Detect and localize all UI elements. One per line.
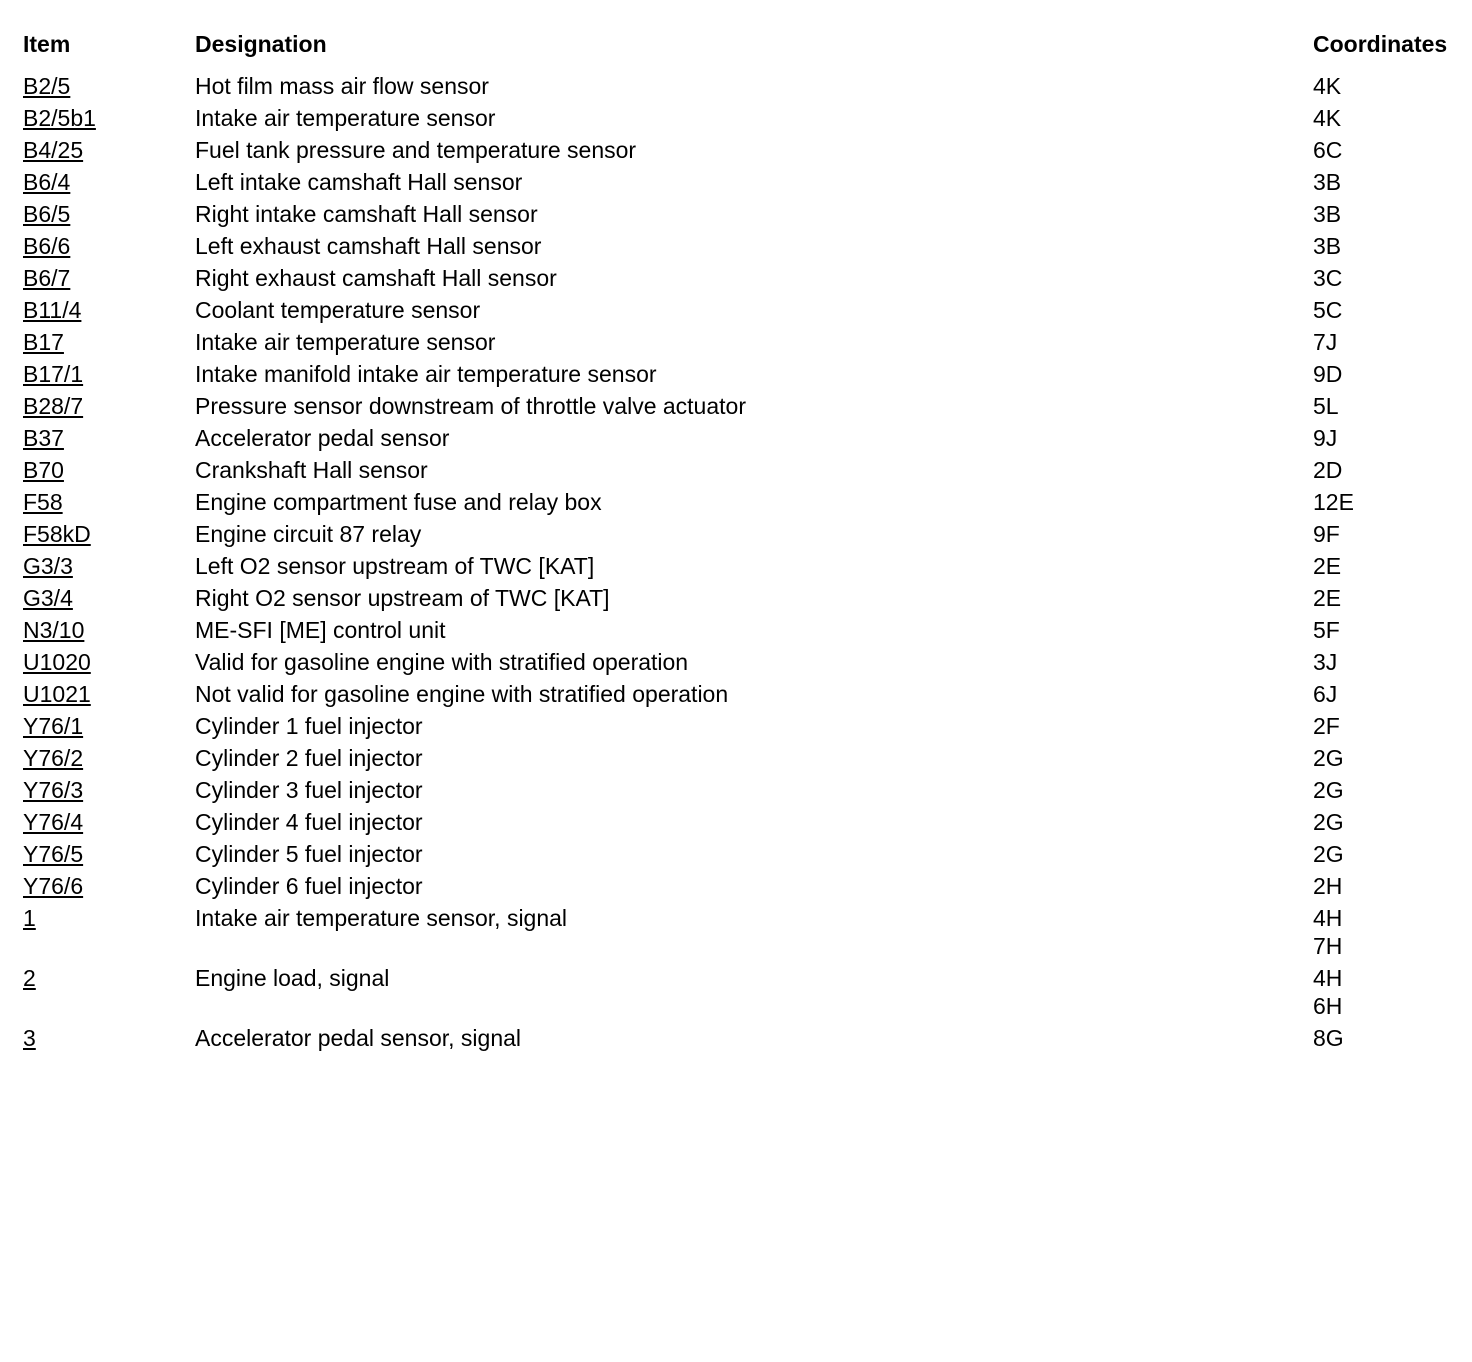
table-row [23, 836, 1463, 868]
designation-cell: Engine load, signal [195, 965, 390, 991]
coordinates-cell [1313, 904, 1463, 960]
item-code-link[interactable]: Y76/3 [23, 777, 84, 803]
designation-cell: Right O2 sensor upstream of TWC [KAT] [195, 585, 610, 611]
table-row [23, 612, 1463, 644]
item-cell [23, 456, 195, 484]
designation-cell: Cylinder 5 fuel injector [195, 841, 423, 867]
item-cell [23, 104, 195, 132]
item-cell [23, 964, 195, 992]
coordinates-column-header: Coordinates [1313, 31, 1448, 57]
coordinate-value: 3C [1313, 265, 1343, 291]
table-row [23, 580, 1463, 612]
table-row [23, 900, 1463, 960]
coordinates-cell [1313, 360, 1463, 388]
designation-cell: Engine compartment fuse and relay box [195, 489, 602, 515]
item-cell [23, 168, 195, 196]
coordinates-cell [1313, 1024, 1463, 1052]
item-code-link[interactable]: B6/7 [23, 265, 71, 291]
coordinates-cell [1313, 136, 1463, 164]
designation-cell: Cylinder 6 fuel injector [195, 873, 423, 899]
table-row [23, 356, 1463, 388]
item-cell [23, 648, 195, 676]
coordinates-cell [1313, 964, 1463, 1020]
table-row [23, 196, 1463, 228]
designation-cell: Not valid for gasoline engine with stratified operation [195, 681, 729, 707]
item-cell [23, 808, 195, 836]
coordinate-value: 3B [1313, 201, 1342, 227]
item-cell [23, 904, 195, 932]
item-code-link[interactable]: B6/4 [23, 169, 71, 195]
item-cell [23, 584, 195, 612]
item-code-link[interactable]: B6/6 [23, 233, 71, 259]
coordinates-cell [1313, 712, 1463, 740]
designation-cell: Crankshaft Hall sensor [195, 457, 428, 483]
table-row [23, 228, 1463, 260]
designation-cell: Cylinder 2 fuel injector [195, 745, 423, 771]
table-row [23, 164, 1463, 196]
item-cell [23, 776, 195, 804]
coordinate-value: 5C [1313, 297, 1343, 323]
item-cell [23, 712, 195, 740]
item-code-link[interactable]: 3 [23, 1025, 36, 1051]
coordinates-cell [1313, 456, 1463, 484]
item-code-link[interactable]: B6/5 [23, 201, 71, 227]
table-header [23, 26, 1463, 68]
coordinate-value: 4K [1313, 105, 1342, 131]
table-row [23, 68, 1463, 100]
coordinate-value: 5F [1313, 617, 1340, 643]
item-code-link[interactable]: B17/1 [23, 361, 84, 387]
designation-cell: Intake air temperature sensor [195, 105, 496, 131]
coordinates-cell [1313, 424, 1463, 452]
coordinate-value: 2H [1313, 873, 1343, 899]
table-row [23, 260, 1463, 292]
coordinates-cell [1313, 392, 1463, 420]
designation-cell: Cylinder 3 fuel injector [195, 777, 423, 803]
coordinates-cell [1313, 168, 1463, 196]
item-code-link[interactable]: Y76/5 [23, 841, 84, 867]
table-row [23, 100, 1463, 132]
item-code-link[interactable]: U1020 [23, 649, 91, 675]
item-code-link[interactable]: G3/3 [23, 553, 73, 579]
item-cell [23, 1024, 195, 1052]
coordinates-cell [1313, 776, 1463, 804]
coordinates-cell [1313, 616, 1463, 644]
coordinate-value: 9J [1313, 425, 1338, 451]
table-row [23, 644, 1463, 676]
item-cell [23, 232, 195, 260]
designation-cell: Valid for gasoline engine with stratified operation [195, 649, 689, 675]
coordinate-value: 6C [1313, 137, 1343, 163]
table-row [23, 516, 1463, 548]
table-row [23, 292, 1463, 324]
table-row [23, 452, 1463, 484]
designation-cell: Left intake camshaft Hall sensor [195, 169, 523, 195]
coordinate-value: 2G [1313, 809, 1344, 835]
item-code-link[interactable]: B28/7 [23, 393, 84, 419]
table-row [23, 868, 1463, 900]
table-row [23, 420, 1463, 452]
item-code-link[interactable]: F58kD [23, 521, 91, 547]
table-row [23, 388, 1463, 420]
item-code-link[interactable]: B17 [23, 329, 64, 355]
item-code-link[interactable]: Y76/4 [23, 809, 84, 835]
coordinate-value: 2D [1313, 457, 1343, 483]
item-cell [23, 552, 195, 580]
designation-cell: Hot film mass air flow sensor [195, 73, 489, 99]
table-row [23, 132, 1463, 164]
designation-cell: Engine circuit 87 relay [195, 521, 422, 547]
table-row [23, 740, 1463, 772]
table-row [23, 804, 1463, 836]
item-cell [23, 328, 195, 356]
coordinates-cell [1313, 232, 1463, 260]
coordinates-cell [1313, 648, 1463, 676]
item-cell [23, 424, 195, 452]
designation-cell: Intake air temperature sensor [195, 329, 496, 355]
item-code-link[interactable]: N3/10 [23, 617, 85, 643]
item-cell [23, 872, 195, 900]
table-row [23, 708, 1463, 740]
item-code-link[interactable]: B2/5b1 [23, 105, 96, 131]
coordinates-cell [1313, 840, 1463, 868]
table-row [23, 1020, 1463, 1052]
table-row [23, 676, 1463, 708]
coordinates-cell [1313, 552, 1463, 580]
coordinate-value: 4K [1313, 73, 1342, 99]
item-code-link[interactable]: 1 [23, 905, 36, 931]
item-cell [23, 136, 195, 164]
designation-cell: Left O2 sensor upstream of TWC [KAT] [195, 553, 595, 579]
item-code-link[interactable]: B4/25 [23, 137, 84, 163]
coordinate-value: 6J [1313, 681, 1338, 707]
item-code-link[interactable]: Y76/1 [23, 713, 84, 739]
coordinates-cell [1313, 264, 1463, 292]
item-cell [23, 72, 195, 100]
coordinate-value: 4H [1313, 965, 1343, 991]
item-code-link[interactable]: Y76/6 [23, 873, 84, 899]
table-row [23, 324, 1463, 356]
item-column-header: Item [23, 31, 71, 57]
coordinates-cell [1313, 808, 1463, 836]
designation-cell: Intake air temperature sensor, signal [195, 905, 568, 931]
coordinates-cell [1313, 72, 1463, 100]
designation-cell: Cylinder 1 fuel injector [195, 713, 423, 739]
coordinate-value: 2F [1313, 713, 1340, 739]
coordinate-value: 7J [1313, 329, 1338, 355]
coordinate-value: 2E [1313, 553, 1342, 579]
coordinate-value: 2G [1313, 745, 1344, 771]
item-cell [23, 616, 195, 644]
coordinate-value: 2G [1313, 841, 1344, 867]
coordinates-cell [1313, 584, 1463, 612]
item-code-link[interactable]: F58 [23, 489, 63, 515]
coordinate-value: 2G [1313, 777, 1344, 803]
coordinates-cell [1313, 520, 1463, 548]
designation-cell: Fuel tank pressure and temperature sensor [195, 137, 637, 163]
item-cell [23, 488, 195, 516]
coordinate-value: 3B [1313, 169, 1342, 195]
item-cell [23, 840, 195, 868]
designation-cell: Accelerator pedal sensor, signal [195, 1025, 522, 1051]
coordinates-cell [1313, 744, 1463, 772]
coordinate-value: 3J [1313, 649, 1338, 675]
item-code-link[interactable]: B37 [23, 425, 64, 451]
designation-cell: Left exhaust camshaft Hall sensor [195, 233, 542, 259]
coordinates-cell [1313, 328, 1463, 356]
coordinate-value: 7H [1313, 933, 1343, 959]
table-row [23, 484, 1463, 516]
table-row [23, 548, 1463, 580]
coordinates-cell [1313, 296, 1463, 324]
item-code-link[interactable]: G3/4 [23, 585, 73, 611]
coordinate-value: 8G [1313, 1025, 1344, 1051]
designation-cell: ME-SFI [ME] control unit [195, 617, 446, 643]
item-cell [23, 200, 195, 228]
table-row [23, 772, 1463, 804]
item-cell [23, 360, 195, 388]
item-cell [23, 744, 195, 772]
item-cell [23, 296, 195, 324]
item-cell [23, 520, 195, 548]
designation-cell: Right intake camshaft Hall sensor [195, 201, 538, 227]
designation-cell: Cylinder 4 fuel injector [195, 809, 423, 835]
item-code-link[interactable]: Y76/2 [23, 745, 84, 771]
item-cell [23, 392, 195, 420]
designation-cell: Pressure sensor downstream of throttle valve actuator [195, 393, 746, 419]
coordinates-cell [1313, 680, 1463, 708]
component-legend-table [23, 26, 1463, 1052]
item-cell [23, 680, 195, 708]
designation-cell: Right exhaust camshaft Hall sensor [195, 265, 557, 291]
coordinates-cell [1313, 104, 1463, 132]
coordinate-value: 3B [1313, 233, 1342, 259]
coordinates-cell [1313, 200, 1463, 228]
item-cell [23, 264, 195, 292]
coordinates-cell [1313, 488, 1463, 516]
item-code-link[interactable]: 2 [23, 965, 36, 991]
item-code-link[interactable]: B70 [23, 457, 64, 483]
designation-cell: Intake manifold intake air temperature sensor [195, 361, 657, 387]
designation-cell: Accelerator pedal sensor [195, 425, 450, 451]
coordinate-value: 4H [1313, 905, 1343, 931]
item-code-link[interactable]: B11/4 [23, 297, 82, 323]
coordinate-value: 12E [1313, 489, 1354, 515]
coordinate-value: 5L [1313, 393, 1339, 419]
table-body [23, 68, 1463, 1052]
designation-cell: Coolant temperature sensor [195, 297, 481, 323]
coordinate-value: 2E [1313, 585, 1342, 611]
item-code-link[interactable]: B2/5 [23, 73, 71, 99]
coordinates-cell [1313, 872, 1463, 900]
designation-column-header: Designation [195, 31, 327, 57]
coordinate-value: 9F [1313, 521, 1340, 547]
coordinate-value: 6H [1313, 993, 1343, 1019]
item-code-link[interactable]: U1021 [23, 681, 91, 707]
table-row [23, 960, 1463, 1020]
coordinate-value: 9D [1313, 361, 1343, 387]
